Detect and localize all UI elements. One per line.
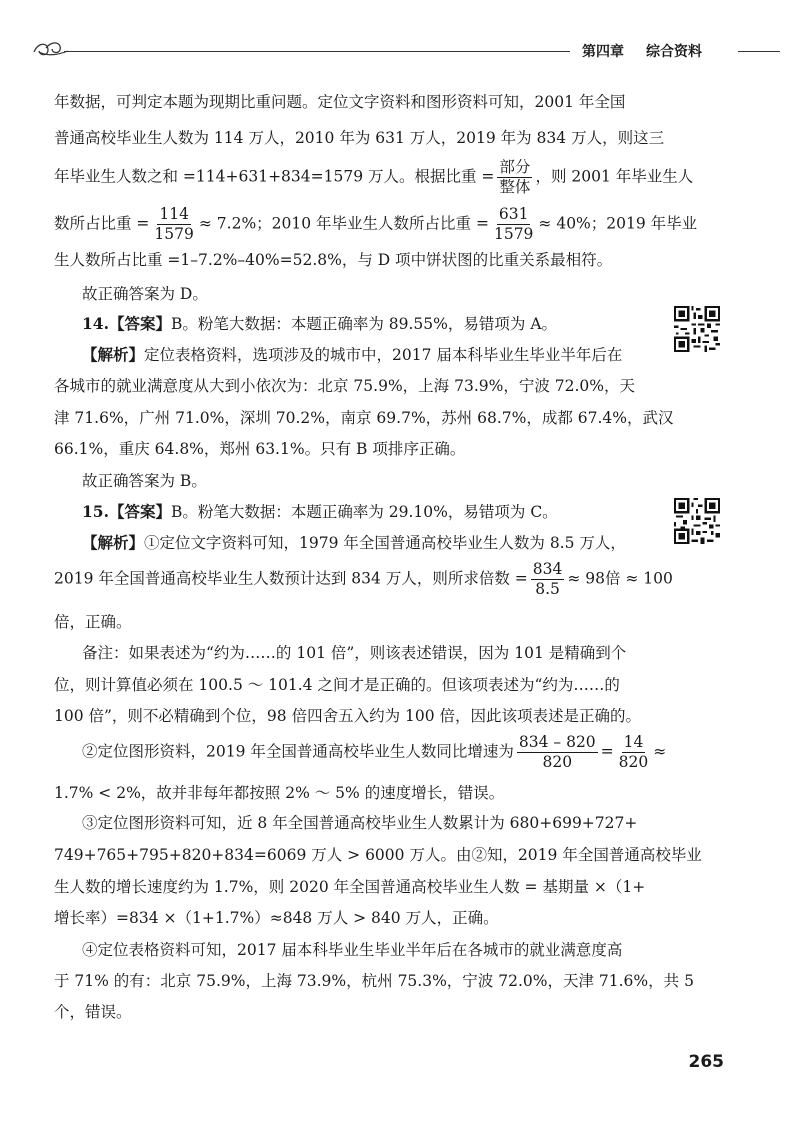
text-line: 1.7% < 2%，故并非每年都按照 2% ～ 5% 的速度增长，错误。 bbox=[54, 784, 505, 802]
text-line: 2019 年全国普通高校毕业生人数预计达到 834 万人，则所求倍数 = $\frac{834}{8.5}$ ≈ 98倍 ≈ 100 bbox=[54, 560, 673, 598]
text-line: 于 71% 的有：北京 75.9%，上海 73.9%，杭州 75.3%，宁波 72.0%，天津 71.6%，共 5 bbox=[54, 972, 694, 990]
fraction: $\frac{834}{8.5}$ bbox=[532, 560, 563, 598]
leaf-ornament-icon bbox=[30, 38, 70, 60]
chapter-label: 第四章 bbox=[582, 44, 624, 60]
text-line: 个，错误。 bbox=[54, 1003, 132, 1021]
text-line: 普通高校毕业生人数为 114 万人，2010 年为 631 万人，2019 年为 834 万人，则这三 bbox=[54, 129, 665, 147]
text-line: 增长率）=834 ×（1+1.7%）≈848 万人 > 840 万人，正确。 bbox=[54, 909, 499, 927]
text-line: 年数据，可判定本题为现期比重问题。定位文字资料和图形资料可知，2001 年全国 bbox=[54, 93, 626, 111]
note-line: 位，则计算值必须在 100.5 ～ 101.4 之间才是正确的。但该项表述为“约为……的 bbox=[54, 676, 620, 694]
text-line: 66.1%，重庆 64.8%，郑州 63.1%。只有 B 项排序正确。 bbox=[54, 440, 466, 458]
note-line: 100 倍”，则不必精确到个位，98 倍四舍五入约为 100 倍，因此该项表述是正确的。 bbox=[54, 707, 642, 725]
text-line: 故正确答案为 B。 bbox=[82, 472, 207, 490]
text-line: 生人数的增长速度约为 1.7%，则 2020 年全国普通高校毕业生人数 = 基期量 ×（1+ bbox=[54, 878, 646, 896]
text-line: 【解析】定位表格资料，选项涉及的城市中，2017 届本科毕业生毕业半年后在 bbox=[82, 345, 623, 364]
header-rule-left bbox=[64, 51, 570, 52]
fraction: $\frac{14}{820}$ bbox=[618, 733, 649, 771]
text-line: 年毕业生人数之和 =114+631+834=1579 万人。根据比重 = $\frac{\text{部分}}{\text{整体}}$ ，则 2001 年毕业生人 bbox=[54, 158, 694, 196]
text-line: 【解析】①定位文字资料可知，1979 年全国普通高校毕业生人数为 8.5 万人， bbox=[82, 533, 626, 552]
qr-code-icon[interactable] bbox=[674, 498, 720, 544]
fraction: $\frac{834 - 820}{820}$ bbox=[518, 733, 596, 771]
text-line: 数所占比重 = $\frac{114}{1579}$ ≈ 7.2%；2010 年毕业生人数所占比重 = $\frac{631}{1579}$ ≈ 40%；2019 年毕业 bbox=[54, 205, 698, 243]
text-line: ②定位图形资料，2019 年全国普通高校毕业生人数同比增速为 $\frac{834 - 820}{820}$ = $\frac{14}{820}$ ≈ bbox=[82, 733, 667, 771]
fraction: $\frac{114}{1579}$ bbox=[154, 205, 194, 243]
page-number: 265 bbox=[688, 1052, 724, 1072]
text-line: ④定位表格资料可知，2017 届本科毕业生毕业半年后在各城市的就业满意度高 bbox=[82, 941, 623, 959]
text-line: 倍，正确。 bbox=[54, 613, 132, 631]
text-line: 各城市的就业满意度从大到小依次为：北京 75.9%，上海 73.9%，宁波 72.0%，天 bbox=[54, 377, 636, 395]
running-header bbox=[582, 41, 702, 61]
answer-line: 14.【答案】B。粉笔大数据：本题正确率为 89.55%，易错项为 A。 bbox=[82, 314, 558, 333]
section-label: 综合资料 bbox=[646, 44, 702, 60]
text-line: 生人数所占比重 =1–7.2%–40%=52.8%，与 D 项中饼状图的比重关系最相符。 bbox=[54, 251, 613, 269]
text-line: 749+765+795+820+834=6069 万人 > 6000 万人。由②知，2019 年全国普通高校毕业 bbox=[54, 846, 702, 864]
text-line: 故正确答案为 D。 bbox=[82, 285, 208, 303]
note-line: 备注：如果表述为“约为……的 101 倍”，则该表述错误，因为 101 是精确到个 bbox=[82, 644, 627, 662]
text-line: ③定位图形资料可知，近 8 年全国普通高校毕业生人数累计为 680+699+727+ bbox=[82, 814, 638, 832]
header-rule-right bbox=[738, 51, 780, 52]
text-line: 津 71.6%，广州 71.0%，深圳 70.2%，南京 69.7%，苏州 68.7%，成都 67.4%，武汉 bbox=[54, 409, 674, 427]
fraction: $\frac{\text{部分}}{\text{整体}}$ bbox=[499, 158, 531, 196]
fraction: $\frac{631}{1579}$ bbox=[493, 205, 534, 243]
answer-line: 15.【答案】B。粉笔大数据：本题正确率为 29.10%，易错项为 C。 bbox=[82, 502, 558, 521]
qr-code-icon[interactable] bbox=[674, 306, 720, 352]
